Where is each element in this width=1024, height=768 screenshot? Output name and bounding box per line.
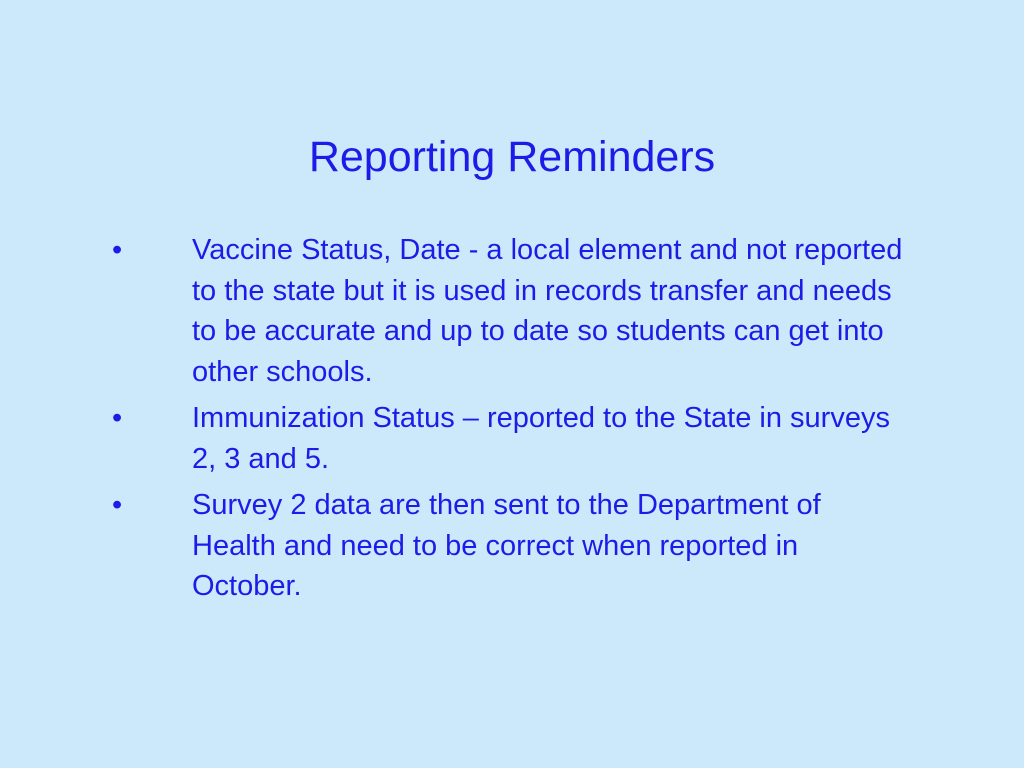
- slide-title: Reporting Reminders: [308, 133, 716, 181]
- bullet-marker: •: [112, 489, 123, 521]
- bullet-item: [112, 230, 912, 392]
- bullet-text: Immunization Status – reported to the State in surveys 2, 3 and 5.: [192, 402, 890, 475]
- bullet-marker: •: [112, 402, 123, 434]
- bullet-text: Survey 2 data are then sent to the Department of Health and need to be correct when reported in October.: [192, 489, 821, 602]
- bullet-item: [112, 398, 912, 479]
- bullet-list: [112, 230, 912, 613]
- bullet-marker: •: [112, 234, 123, 266]
- bullet-text: Vaccine Status, Date - a local element and not reported to the state but it is used in records transfer and needs to be accurate and up to date so students can get into other schools.: [192, 234, 903, 388]
- bullet-item: [112, 485, 912, 607]
